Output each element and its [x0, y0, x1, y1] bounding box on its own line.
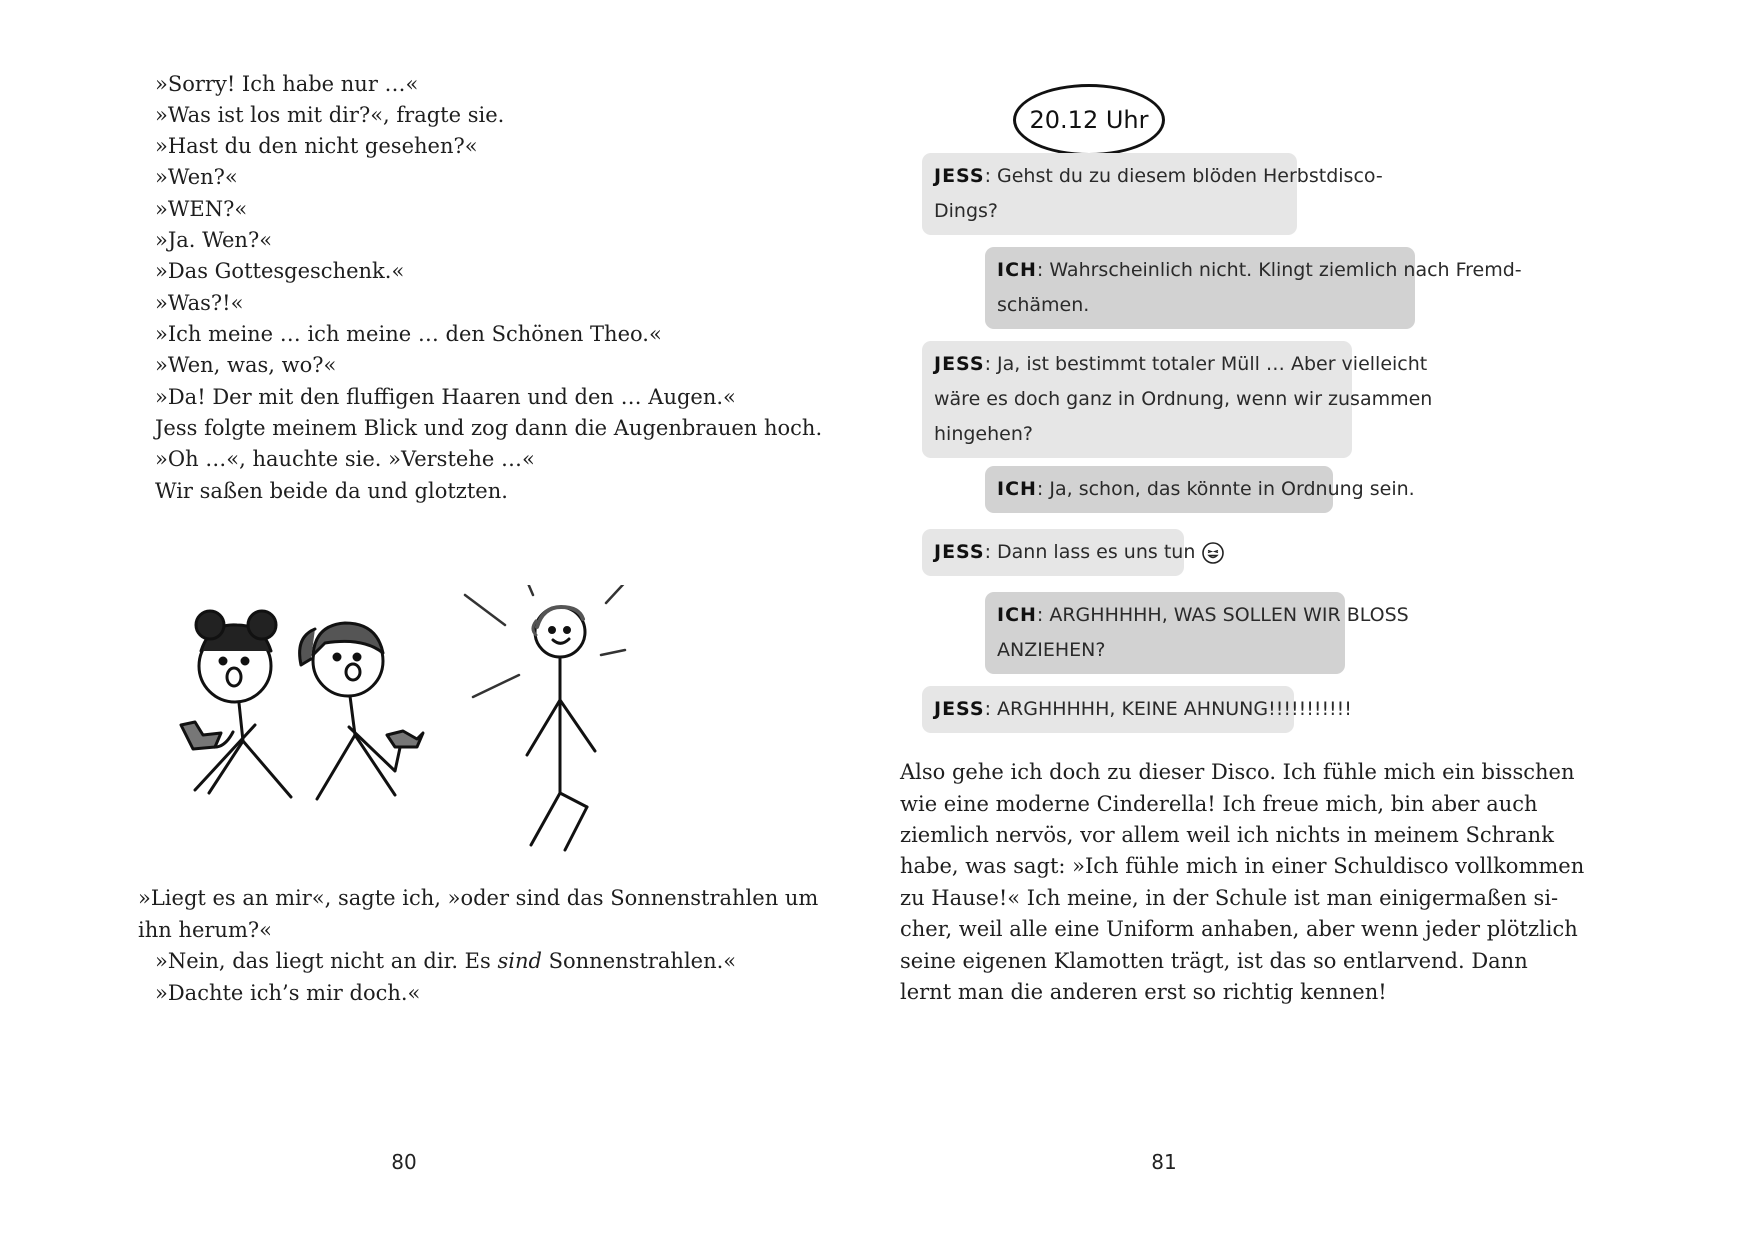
dialogue-line [155, 946, 736, 976]
speaker-label: ICH [997, 604, 1037, 626]
dialogue-line: »Da! Der mit den fluffigen Haaren und den … Augen.« [155, 385, 736, 409]
dialogue-line: ihn herum?« [138, 918, 272, 942]
message-text: : Wahrscheinlich nicht. Klingt ziemlich nach Fremd- [1036, 259, 1522, 281]
narration-line: Wir saßen beide da und glotzten. [155, 479, 508, 503]
dialogue-line: »Dachte ich’s mir doch.« [155, 981, 421, 1005]
message-text: : Gehst du zu diesem blöden Herbstdisco- [984, 165, 1383, 187]
time-badge: 20.12 Uhr [1013, 84, 1165, 156]
girl-with-ponytail-figure [300, 623, 423, 799]
message-text: Dings? [934, 200, 998, 222]
paragraph-line: zu Hause!« Ich meine, in der Schule ist man einigermaßen si- [900, 886, 1559, 910]
dialogue-line: »WEN?« [155, 197, 248, 221]
paragraph-line: seine eigenen Klamotten trägt, ist das so entlarvend. Dann [900, 949, 1528, 973]
reply-text-before: »Nein, das liegt nicht an dir. Es [155, 949, 498, 973]
paragraph-line: cher, weil alle eine Uniform anhaben, aber wenn jeder plötzlich [900, 917, 1578, 941]
paragraph-line: ziemlich nervös, vor allem weil ich nichts in meinem Schrank [900, 823, 1554, 847]
message-text: wäre es doch ganz in Ordnung, wenn wir zusammen [934, 388, 1433, 410]
paragraph-line: wie eine moderne Cinderella! Ich freue mich, bin aber auch [900, 792, 1538, 816]
page-number-left: 80 [391, 1150, 417, 1174]
message-bubble-jess [922, 341, 1433, 458]
right-page [877, 0, 1754, 1241]
girl-with-buns-figure [181, 611, 291, 797]
dialogue-line: »Wen?« [155, 165, 238, 189]
dialogue-line: »Was?!« [155, 291, 244, 315]
speaker-label: ICH [997, 478, 1037, 500]
dialogue-line: »Sorry! Ich habe nur …« [155, 72, 419, 96]
message-text: ANZIEHEN? [997, 639, 1106, 661]
dialogue-line: »Das Gottesgeschenk.« [155, 259, 405, 283]
speaker-label: JESS [934, 541, 985, 563]
message-bubble-ich [985, 466, 1415, 513]
message-bubble-jess [922, 529, 1196, 576]
dialogue-line: »Hast du den nicht gesehen?« [155, 134, 478, 158]
page-number-right: 81 [1151, 1150, 1177, 1174]
message-text: : Ja, schon, das könnte in Ordnung sein. [1036, 478, 1415, 500]
message-text: : ARGHHHHH, WAS SOLLEN WIR BLOSS [1036, 604, 1409, 626]
speaker-label: ICH [997, 259, 1037, 281]
message-bubble-jess [922, 153, 1383, 235]
dialogue-line: »Liegt es an mir«, sagte ich, »oder sind das Sonnenstrahlen um [138, 886, 819, 910]
message-text: : Dann lass es uns tun [984, 541, 1196, 563]
dialogue-line: »Wen, was, wo?« [155, 353, 337, 377]
message-text: : Ja, ist bestimmt totaler Müll … Aber vielleicht [984, 353, 1428, 375]
paragraph-line: habe, was sagt: »Ich fühle mich in einer Schuldisco vollkommen [900, 854, 1585, 878]
message-bubble-ich [985, 247, 1522, 329]
message-bubble-ich [985, 592, 1409, 674]
message-text: : ARGHHHHH, KEINE AHNUNG!!!!!!!!!!! [984, 698, 1352, 720]
reply-text-after: Sonnenstrahlen.« [541, 949, 737, 973]
dialogue-line: »Was ist los mit dir?«, fragte sie. [155, 103, 505, 127]
speaker-label: JESS [934, 353, 985, 375]
speaker-label: JESS [934, 698, 985, 720]
dialogue-line: »Ja. Wen?« [155, 228, 273, 252]
dialogue-line: »Ich meine … ich meine … den Schönen Theo.« [155, 322, 662, 346]
message-text: schämen. [997, 294, 1090, 316]
paragraph-line: Also gehe ich doch zu dieser Disco. Ich fühle mich ein bisschen [900, 760, 1575, 784]
dialogue-line: »Oh …«, hauchte sie. »Verstehe …« [155, 447, 535, 471]
paragraph-line: lernt man die anderen erst so richtig kennen! [900, 980, 1387, 1004]
message-bubble-jess [922, 686, 1352, 733]
narration-line: Jess folgte meinem Blick und zog dann die Augenbrauen hoch. [155, 416, 823, 440]
theo-figure [527, 607, 595, 850]
reply-emphasis: sind [497, 949, 542, 973]
winking-face-icon [1201, 541, 1225, 565]
message-text: hingehen? [934, 423, 1033, 445]
speaker-label: JESS [934, 165, 985, 187]
